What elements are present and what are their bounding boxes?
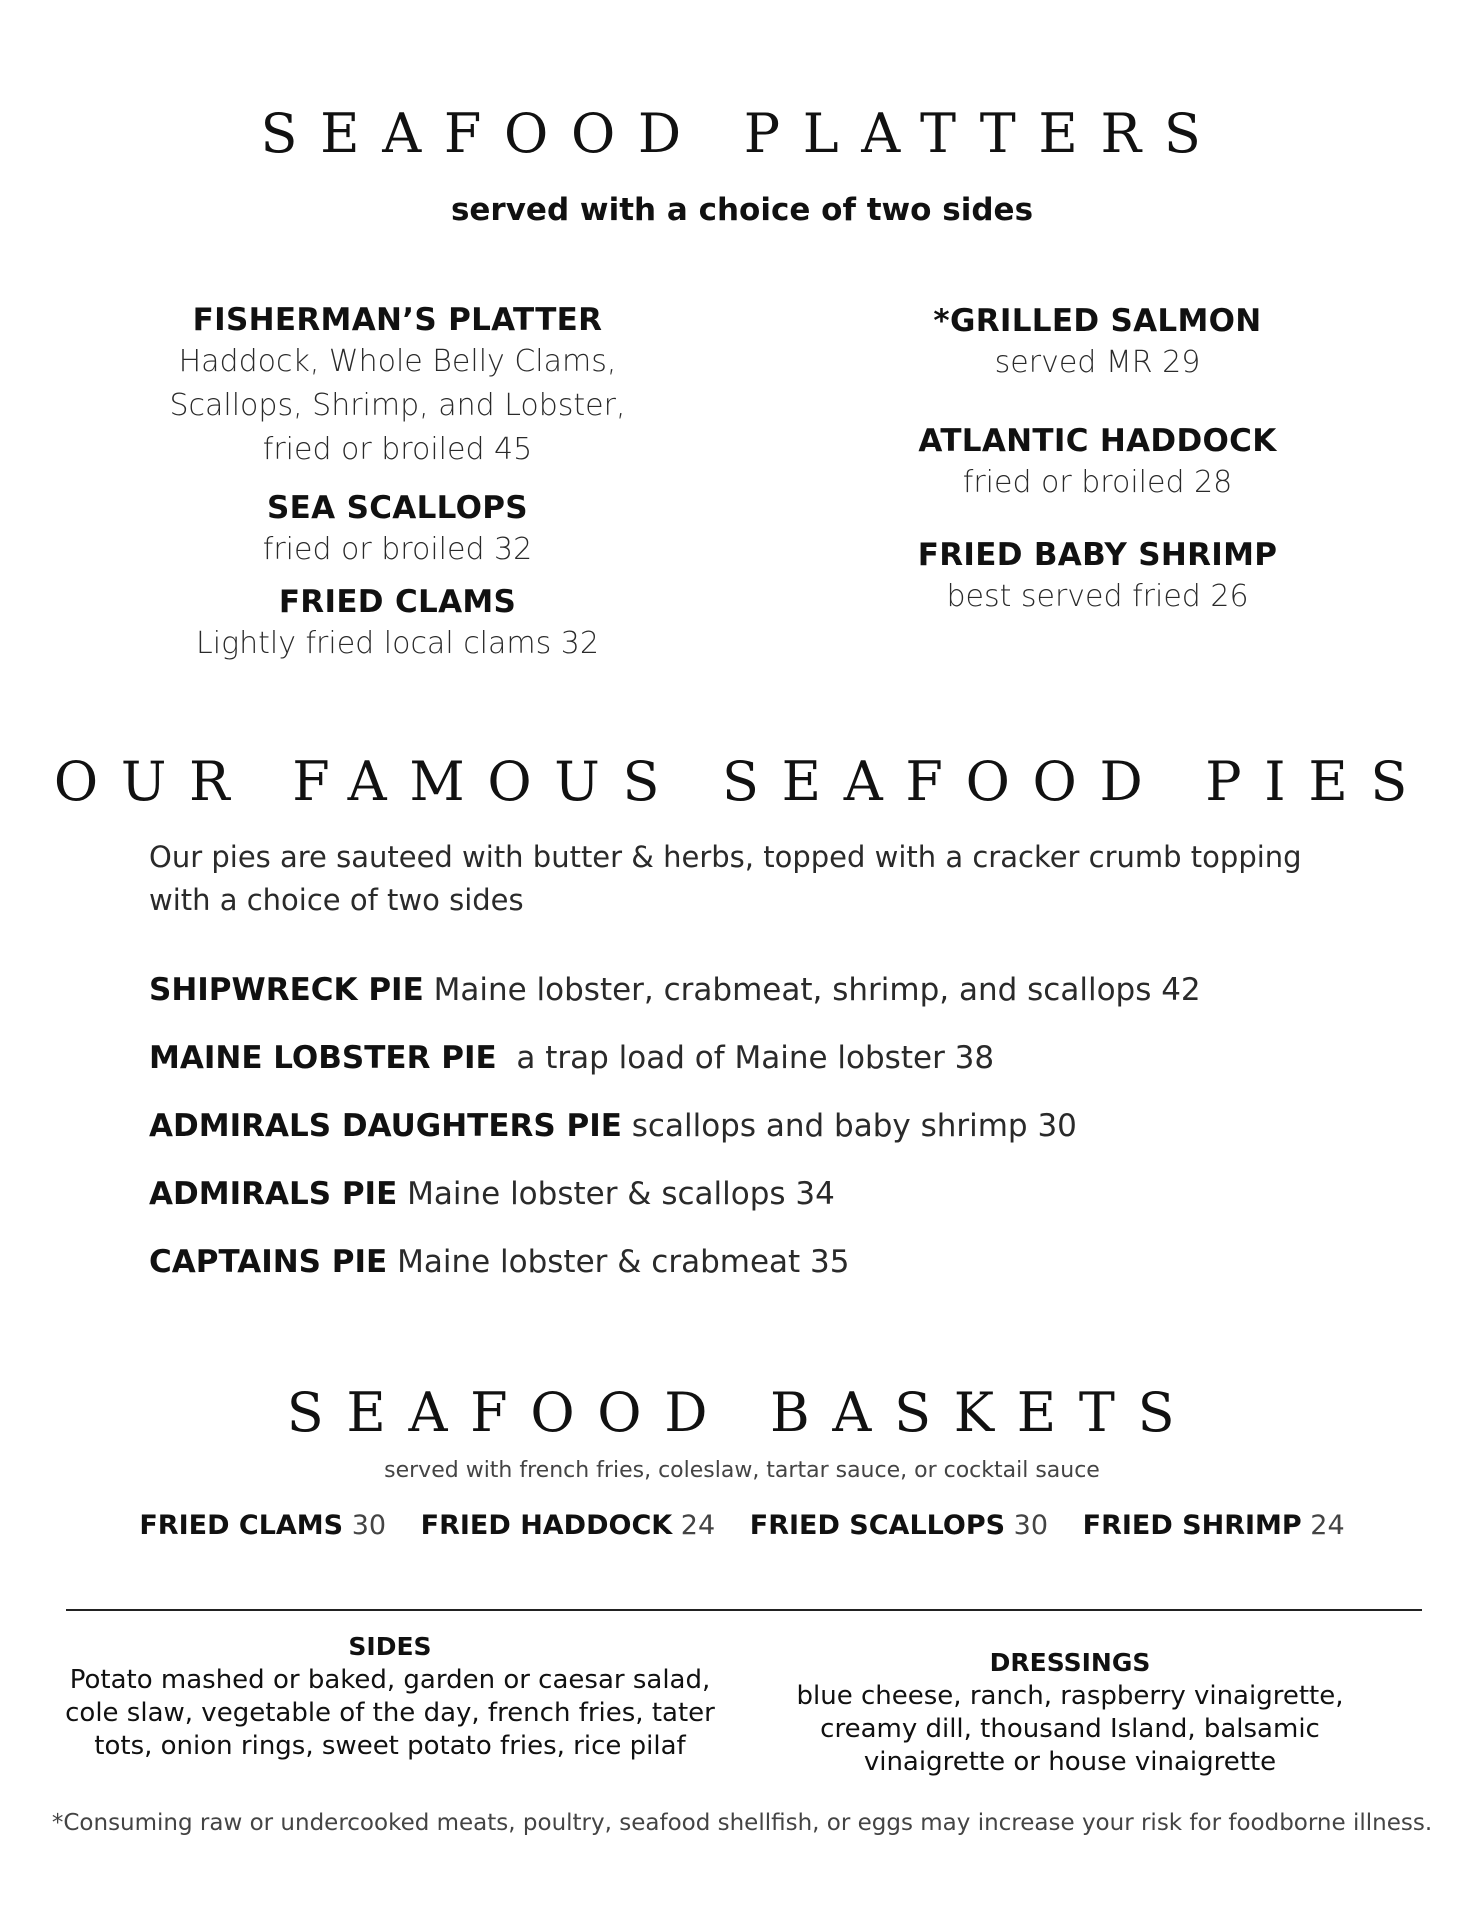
basket-price: 30 — [343, 1510, 387, 1541]
pie-name: SHIPWRECK PIE — [149, 972, 424, 1008]
list-item — [149, 1240, 1399, 1308]
basket-name: FRIED CLAMS — [139, 1510, 344, 1541]
pies-list — [149, 968, 1399, 1308]
basket-price: 30 — [1005, 1510, 1049, 1541]
basket-item — [421, 1510, 716, 1541]
item-description: served MR 29 — [994, 345, 1201, 380]
platter-item — [60, 488, 735, 572]
sides-text: Potato mashed or baked, garden or caesar salad, cole slaw, vegetable of the day, french fries, tater tots, onion rings, sweet potato fries, rice pilaf — [65, 1665, 715, 1761]
list-item — [149, 1172, 1399, 1240]
item-name: FRIED CLAMS — [278, 584, 517, 620]
item-name: SEA SCALLOPS — [267, 490, 528, 526]
item-description: fried or broiled 32 — [262, 532, 533, 567]
platter-item — [760, 535, 1435, 619]
platters-subtitle: served with a choice of two sides — [450, 192, 1034, 228]
disclaimer: *Consuming raw or undercooked meats, poultry, seafood shellfish, or eggs may increase your risk for foodborne illness. — [51, 1810, 1433, 1836]
pie-name: ADMIRALS PIE — [149, 1176, 398, 1212]
pie-description: a trap load of Maine lobster 38 — [496, 1040, 995, 1076]
pie-name: ADMIRALS DAUGHTERS PIE — [149, 1108, 622, 1144]
basket-name: FRIED HADDOCK — [420, 1510, 673, 1541]
pies-intro: Our pies are sauteed with butter & herbs, topped with a cracker crumb topping with a choice of two sides — [149, 840, 1302, 917]
item-name: FISHERMAN’S PLATTER — [192, 302, 603, 338]
platter-item — [60, 582, 735, 666]
baskets-subtitle: served with french fries, coleslaw, tartar sauce, or cocktail sauce — [384, 1458, 1100, 1483]
basket-price: 24 — [672, 1510, 716, 1541]
item-description: Haddock, Whole Belly Clams, Scallops, Shrimp, and Lobster, fried or broiled 45 — [169, 344, 626, 467]
pie-name: CAPTAINS PIE — [149, 1244, 388, 1280]
item-name: FRIED BABY SHRIMP — [917, 537, 1278, 573]
basket-item — [750, 1510, 1048, 1541]
item-name: *GRILLED SALMON — [933, 303, 1262, 339]
platter-item — [60, 300, 735, 472]
list-item — [149, 1036, 1399, 1104]
list-item — [149, 1104, 1399, 1172]
item-description: fried or broiled 28 — [962, 465, 1233, 500]
basket-item — [1083, 1510, 1345, 1541]
list-item — [149, 968, 1399, 1036]
platters-title: SEAFOOD PLATTERS — [260, 102, 1224, 165]
pie-description: scallops and baby shrimp 30 — [621, 1108, 1077, 1144]
basket-name: FRIED SCALLOPS — [749, 1510, 1006, 1541]
divider — [66, 1609, 1422, 1611]
pie-description: Maine lobster & crabmeat 35 — [387, 1244, 850, 1280]
platters-right-column — [760, 301, 1435, 619]
sides-title: SIDES — [348, 1632, 432, 1661]
basket-name: FRIED SHRIMP — [1082, 1510, 1302, 1541]
platter-item — [760, 421, 1435, 505]
platters-left-column — [60, 300, 735, 666]
pie-description: Maine lobster, crabmeat, shrimp, and scallops 42 — [423, 972, 1201, 1008]
item-description: best served fried 26 — [946, 579, 1249, 614]
baskets-title: SEAFOOD BASKETS — [286, 1381, 1198, 1444]
sides-box — [60, 1630, 720, 1763]
pies-title: OUR FAMOUS SEAFOOD PIES — [53, 750, 1431, 813]
baskets-row — [0, 1510, 1484, 1541]
dressings-text: blue cheese, ranch, raspberry vinaigrette, creamy dill, thousand Island, balsamic vinaigrette or house vinaigrette — [796, 1681, 1344, 1777]
pie-name: MAINE LOBSTER PIE — [149, 1040, 497, 1076]
dressings-box — [740, 1646, 1400, 1779]
item-name: ATLANTIC HADDOCK — [918, 423, 1277, 459]
basket-item — [139, 1510, 386, 1541]
platter-item — [760, 301, 1435, 385]
item-description: Lightly fried local clams 32 — [196, 626, 599, 661]
pie-description: Maine lobster & scallops 34 — [397, 1176, 835, 1212]
basket-price: 24 — [1301, 1510, 1345, 1541]
dressings-title: DRESSINGS — [989, 1648, 1151, 1677]
